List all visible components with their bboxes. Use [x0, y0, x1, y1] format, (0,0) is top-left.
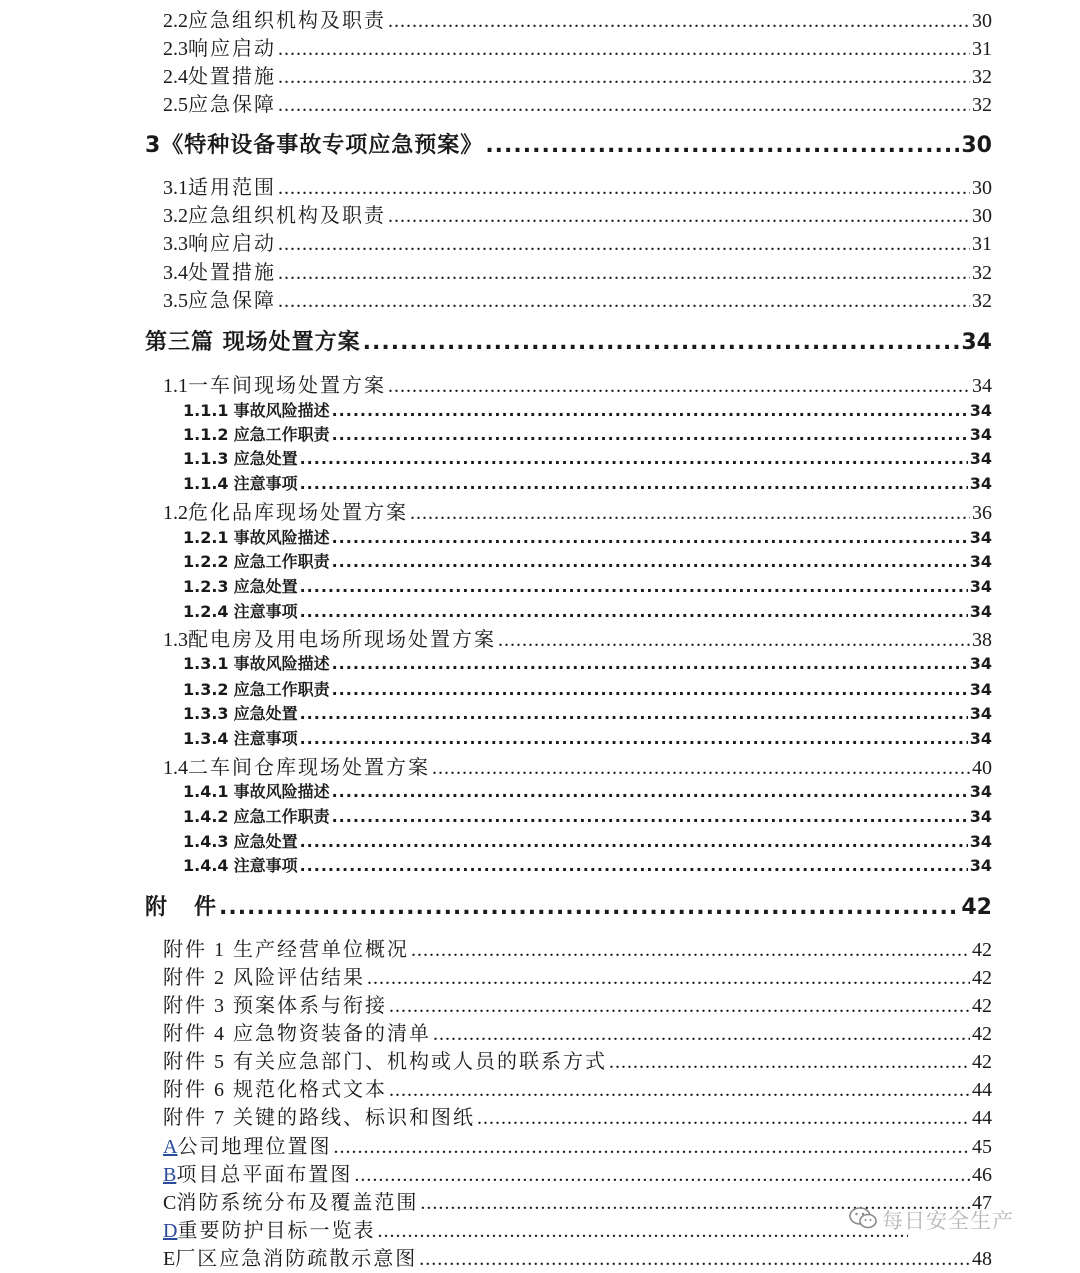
- toc-entry-number: 1.2.2: [183, 552, 229, 571]
- toc-entry-number: 1.4.4: [183, 856, 229, 875]
- toc-entry-page: 34: [969, 474, 992, 493]
- toc-subentry[interactable]: [183, 525, 992, 549]
- toc-entry[interactable]: [163, 751, 992, 779]
- toc-entry-title: 消防系统分布及覆盖范围: [176, 1192, 419, 1214]
- toc-entry-title: 应急工作职责: [233, 425, 330, 444]
- toc-entry-page: 34: [969, 654, 992, 673]
- dot-leader: [389, 1079, 970, 1101]
- toc-entry-number: 1.1.3: [183, 449, 229, 468]
- toc-entry[interactable]: [163, 496, 992, 524]
- toc-entry-number: 1.1.2: [183, 425, 229, 444]
- dot-leader: [278, 233, 970, 255]
- toc-entry-title: 应急处置: [233, 704, 298, 723]
- toc-entry-number: 1.4.2: [183, 807, 229, 826]
- toc-entry-title: 处置措施: [188, 66, 276, 88]
- dot-leader: [278, 66, 970, 88]
- dot-leader: [300, 577, 968, 596]
- toc-entry-title: 处置措施: [188, 262, 276, 284]
- toc-entry-page: 34: [969, 577, 992, 596]
- dot-leader: [363, 330, 960, 355]
- toc-entry-page: 30: [961, 133, 992, 158]
- toc-entry[interactable]: [163, 1073, 992, 1101]
- toc-entry-number: 1.4: [163, 757, 188, 779]
- dot-leader: [300, 832, 968, 851]
- toc-entry-page: 31: [972, 38, 992, 60]
- toc-subentry[interactable]: [183, 471, 992, 495]
- toc-entry-number: 1.2.1: [183, 528, 229, 547]
- toc-entry-page: 34: [969, 856, 992, 875]
- toc-entry-page: 32: [972, 66, 992, 88]
- dot-leader: [332, 654, 968, 673]
- toc-chapter-entry[interactable]: [145, 325, 992, 357]
- toc-entry[interactable]: [163, 369, 992, 397]
- toc-entry[interactable]: [163, 1045, 992, 1073]
- toc-entry[interactable]: [163, 4, 992, 32]
- toc-entry-page: 34: [969, 832, 992, 851]
- toc-subentry[interactable]: [183, 599, 992, 623]
- dot-leader: [300, 449, 968, 468]
- toc-entry[interactable]: [163, 199, 992, 227]
- toc-entry-page: 34: [969, 528, 992, 547]
- watermark-text: 每日安全生产: [882, 1209, 1014, 1233]
- dot-leader: [367, 967, 970, 989]
- toc-subentry[interactable]: [183, 804, 992, 828]
- toc-entry-title: 3《特种设备事故专项应急预案》: [145, 133, 484, 158]
- toc-entry-number: 1.2: [163, 502, 188, 524]
- toc-entry[interactable]: [163, 1130, 992, 1158]
- toc-entry-title: 应急组织机构及职责: [188, 10, 386, 32]
- toc-entry-page: 42: [972, 1023, 992, 1045]
- toc-entry[interactable]: [163, 1242, 992, 1270]
- toc-entry-title: 注意事项: [233, 856, 298, 875]
- toc-entry-page: 42: [972, 939, 992, 961]
- toc-entry-title: 应急处置: [233, 577, 298, 596]
- toc-entry-title: 应急保障: [188, 94, 276, 116]
- toc-entry-page: 40: [972, 757, 992, 779]
- toc-entry-title: 事故风险描述: [233, 654, 330, 673]
- toc-letter: C: [163, 1192, 177, 1214]
- toc-entry[interactable]: [163, 623, 992, 651]
- toc-entry-title: 配电房及用电场所现场处置方案: [188, 629, 496, 651]
- toc-entry-title: 一车间现场处置方案: [188, 375, 386, 397]
- dot-leader: [332, 425, 968, 444]
- toc-subentry[interactable]: [183, 701, 992, 725]
- wechat-icon: [848, 1205, 878, 1236]
- toc-entry-page: 34: [969, 425, 992, 444]
- toc-chapter-entry[interactable]: [145, 890, 992, 922]
- toc-subentry[interactable]: [183, 398, 992, 422]
- toc-entry-title: 附件 4 应急物资装备的清单: [163, 1023, 431, 1045]
- toc-entry-number: 3.3: [163, 233, 188, 255]
- toc-entry-title: 事故风险描述: [233, 528, 330, 547]
- toc-entry-number: 2.4: [163, 66, 188, 88]
- dot-leader: [388, 10, 970, 32]
- toc-entry-title: 注意事项: [233, 602, 298, 621]
- toc-subentry[interactable]: [183, 651, 992, 675]
- toc-entry-page: 34: [969, 401, 992, 420]
- toc-entry-title: 事故风险描述: [233, 401, 330, 420]
- toc-entry-number: 1.1.1: [183, 401, 229, 420]
- toc-entry-number: 1.1: [163, 375, 188, 397]
- toc-letter-link[interactable]: A: [163, 1136, 178, 1158]
- toc-entry-title: 响应启动: [188, 38, 276, 60]
- dot-leader: [278, 38, 970, 60]
- toc-entry[interactable]: [163, 227, 992, 255]
- toc-subentry[interactable]: [183, 726, 992, 750]
- toc-entry-title: 应急组织机构及职责: [188, 205, 386, 227]
- toc-entry[interactable]: [163, 1101, 992, 1129]
- toc-entry-title: 第三篇 现场处置方案: [145, 330, 361, 355]
- dot-leader: [419, 1248, 970, 1270]
- toc-entry-page: 45: [972, 1136, 992, 1158]
- toc-entry[interactable]: [163, 284, 992, 312]
- toc-letter: E: [163, 1248, 176, 1270]
- dot-leader: [332, 680, 968, 699]
- toc-entry-number: 3.1: [163, 177, 188, 199]
- toc-entry-number: 1.2.4: [183, 602, 229, 621]
- dot-leader: [432, 757, 970, 779]
- toc-entry[interactable]: [163, 989, 992, 1017]
- dot-leader: [300, 704, 968, 723]
- toc-entry-title: 应急处置: [233, 832, 298, 851]
- toc-entry-page: 34: [969, 729, 992, 748]
- dot-leader: [485, 133, 959, 158]
- toc-entry-number: 1.4.3: [183, 832, 229, 851]
- dot-leader: [300, 474, 968, 493]
- toc-entry-title: 附件 5 有关应急部门、机构或人员的联系方式: [163, 1051, 607, 1073]
- toc-entry-title: 厂区应急消防疏散示意图: [175, 1248, 418, 1270]
- toc-entry-page: 34: [969, 704, 992, 723]
- toc-entry-title: 附件 6 规范化格式文本: [163, 1079, 387, 1101]
- toc-entry-page: 34: [969, 807, 992, 826]
- dot-leader: [433, 1023, 970, 1045]
- toc-entry-title: 响应启动: [188, 233, 276, 255]
- toc-subentry[interactable]: [183, 574, 992, 598]
- toc-subentry[interactable]: [183, 422, 992, 446]
- toc-entry-page: 30: [972, 177, 992, 199]
- watermark: [848, 1200, 1048, 1240]
- toc-entry-page: 30: [972, 10, 992, 32]
- toc-entry-number: 1.3.3: [183, 704, 229, 723]
- dot-leader: [332, 552, 968, 571]
- toc-entry-page: 31: [972, 233, 992, 255]
- dot-leader: [332, 807, 968, 826]
- toc-entry-page: 34: [969, 602, 992, 621]
- toc-entry-page: 32: [972, 94, 992, 116]
- toc-entry[interactable]: [163, 961, 992, 989]
- dot-leader: [388, 375, 970, 397]
- toc-entry-page: 42: [972, 1051, 992, 1073]
- toc-entry-page: 34: [972, 375, 992, 397]
- toc-letter-link[interactable]: B: [163, 1164, 177, 1186]
- toc-subentry[interactable]: [183, 829, 992, 853]
- dot-leader: [609, 1051, 970, 1073]
- toc-entry-title: 附件 2 风险评估结果: [163, 967, 365, 989]
- dot-leader: [278, 177, 970, 199]
- dot-leader: [219, 895, 959, 920]
- toc-entry-page: 34: [961, 330, 992, 355]
- dot-leader: [477, 1107, 970, 1129]
- toc-subentry[interactable]: [183, 549, 992, 573]
- toc-entry-number: 2.3: [163, 38, 188, 60]
- toc-entry-title: 附件 1 生产经营单位概况: [163, 939, 409, 961]
- toc-entry-number: 1.3.4: [183, 729, 229, 748]
- dot-leader: [332, 401, 968, 420]
- toc-entry-title: 二车间仓库现场处置方案: [188, 757, 430, 779]
- toc-letter-link[interactable]: D: [163, 1220, 178, 1242]
- toc-entry-title: 附 件: [145, 895, 217, 920]
- toc-subentry[interactable]: [183, 779, 992, 803]
- dot-leader: [300, 602, 968, 621]
- toc-entry-title: 适用范围: [188, 177, 276, 199]
- toc-entry-number: 1.3: [163, 629, 188, 651]
- toc-entry-title: 应急工作职责: [233, 552, 330, 571]
- toc-subentry[interactable]: [183, 853, 992, 877]
- toc-entry-page: 42: [972, 967, 992, 989]
- toc-entry-number: 1.1.4: [183, 474, 229, 493]
- toc-entry-title: 注意事项: [233, 729, 298, 748]
- toc-entry-title: 事故风险描述: [233, 782, 330, 801]
- toc-entry-title: 附件 3 预案体系与衔接: [163, 995, 387, 1017]
- toc-subentry[interactable]: [183, 446, 992, 470]
- toc-entry[interactable]: [163, 1214, 910, 1242]
- toc-entry-number: 1.2.3: [183, 577, 229, 596]
- toc-entry[interactable]: [163, 1017, 992, 1045]
- toc-entry-number: 2.5: [163, 94, 188, 116]
- toc-entry-number: 3.5: [163, 290, 188, 312]
- toc-entry[interactable]: [163, 60, 992, 88]
- toc-entry-number: 2.2: [163, 10, 188, 32]
- toc-entry-title: 危化品库现场处置方案: [188, 502, 408, 524]
- toc-subentry[interactable]: [183, 677, 992, 701]
- dot-leader: [332, 782, 968, 801]
- dot-leader: [278, 290, 970, 312]
- dot-leader: [354, 1164, 970, 1186]
- toc-entry-number: 3.4: [163, 262, 188, 284]
- dot-leader: [278, 262, 970, 284]
- toc-entry-number: 1.3.2: [183, 680, 229, 699]
- toc-entry-page: 32: [972, 290, 992, 312]
- toc-entry-title: 注意事项: [233, 474, 298, 493]
- dot-leader: [388, 205, 970, 227]
- dot-leader: [411, 939, 970, 961]
- toc-entry-page: 46: [972, 1164, 992, 1186]
- toc-entry-page: 38: [972, 629, 992, 651]
- toc-entry[interactable]: [163, 256, 992, 284]
- toc-entry-page: 34: [969, 552, 992, 571]
- toc-chapter-entry[interactable]: [145, 128, 992, 160]
- toc-entry[interactable]: [163, 1158, 992, 1186]
- toc-entry-title: 公司地理位置图: [177, 1136, 332, 1158]
- toc-entry[interactable]: [163, 88, 992, 116]
- toc-entry-page: 42: [972, 995, 992, 1017]
- toc-entry-page: 32: [972, 262, 992, 284]
- toc-entry-page: 34: [969, 449, 992, 468]
- toc-entry-number: 1.3.1: [183, 654, 229, 673]
- dot-leader: [410, 502, 970, 524]
- toc-entry-page: 47: [972, 1192, 992, 1214]
- toc-entry-page: 42: [961, 895, 992, 920]
- dot-leader: [377, 1220, 908, 1242]
- toc-entry-title: 项目总平面布置图: [176, 1164, 353, 1186]
- toc-entry[interactable]: [163, 32, 992, 60]
- toc-entry-page: 30: [972, 205, 992, 227]
- toc-entry[interactable]: [163, 171, 992, 199]
- toc-entry-title: 重要防护目标一览表: [177, 1220, 376, 1242]
- toc-entry-title: 应急保障: [188, 290, 276, 312]
- toc-entry-title: 附件 7 关键的路线、标识和图纸: [163, 1107, 475, 1129]
- dot-leader: [300, 856, 968, 875]
- toc-entry[interactable]: [163, 933, 992, 961]
- dot-leader: [332, 528, 968, 547]
- dot-leader: [498, 629, 970, 651]
- toc-entry-title: 应急处置: [233, 449, 298, 468]
- toc-entry-number: 3.2: [163, 205, 188, 227]
- toc-entry-title: 应急工作职责: [233, 680, 330, 699]
- toc-entry-page: 44: [972, 1079, 992, 1101]
- dot-leader: [300, 729, 968, 748]
- toc-entry-title: 应急工作职责: [233, 807, 330, 826]
- dot-leader: [389, 995, 970, 1017]
- toc-entry-page: 34: [969, 680, 992, 699]
- toc-entry-page: 36: [972, 502, 992, 524]
- toc-entry-page: 48: [972, 1248, 992, 1270]
- toc-entry-page: 34: [969, 782, 992, 801]
- toc-entry-number: 1.4.1: [183, 782, 229, 801]
- dot-leader: [333, 1136, 970, 1158]
- dot-leader: [278, 94, 970, 116]
- toc-entry-page: 44: [972, 1107, 992, 1129]
